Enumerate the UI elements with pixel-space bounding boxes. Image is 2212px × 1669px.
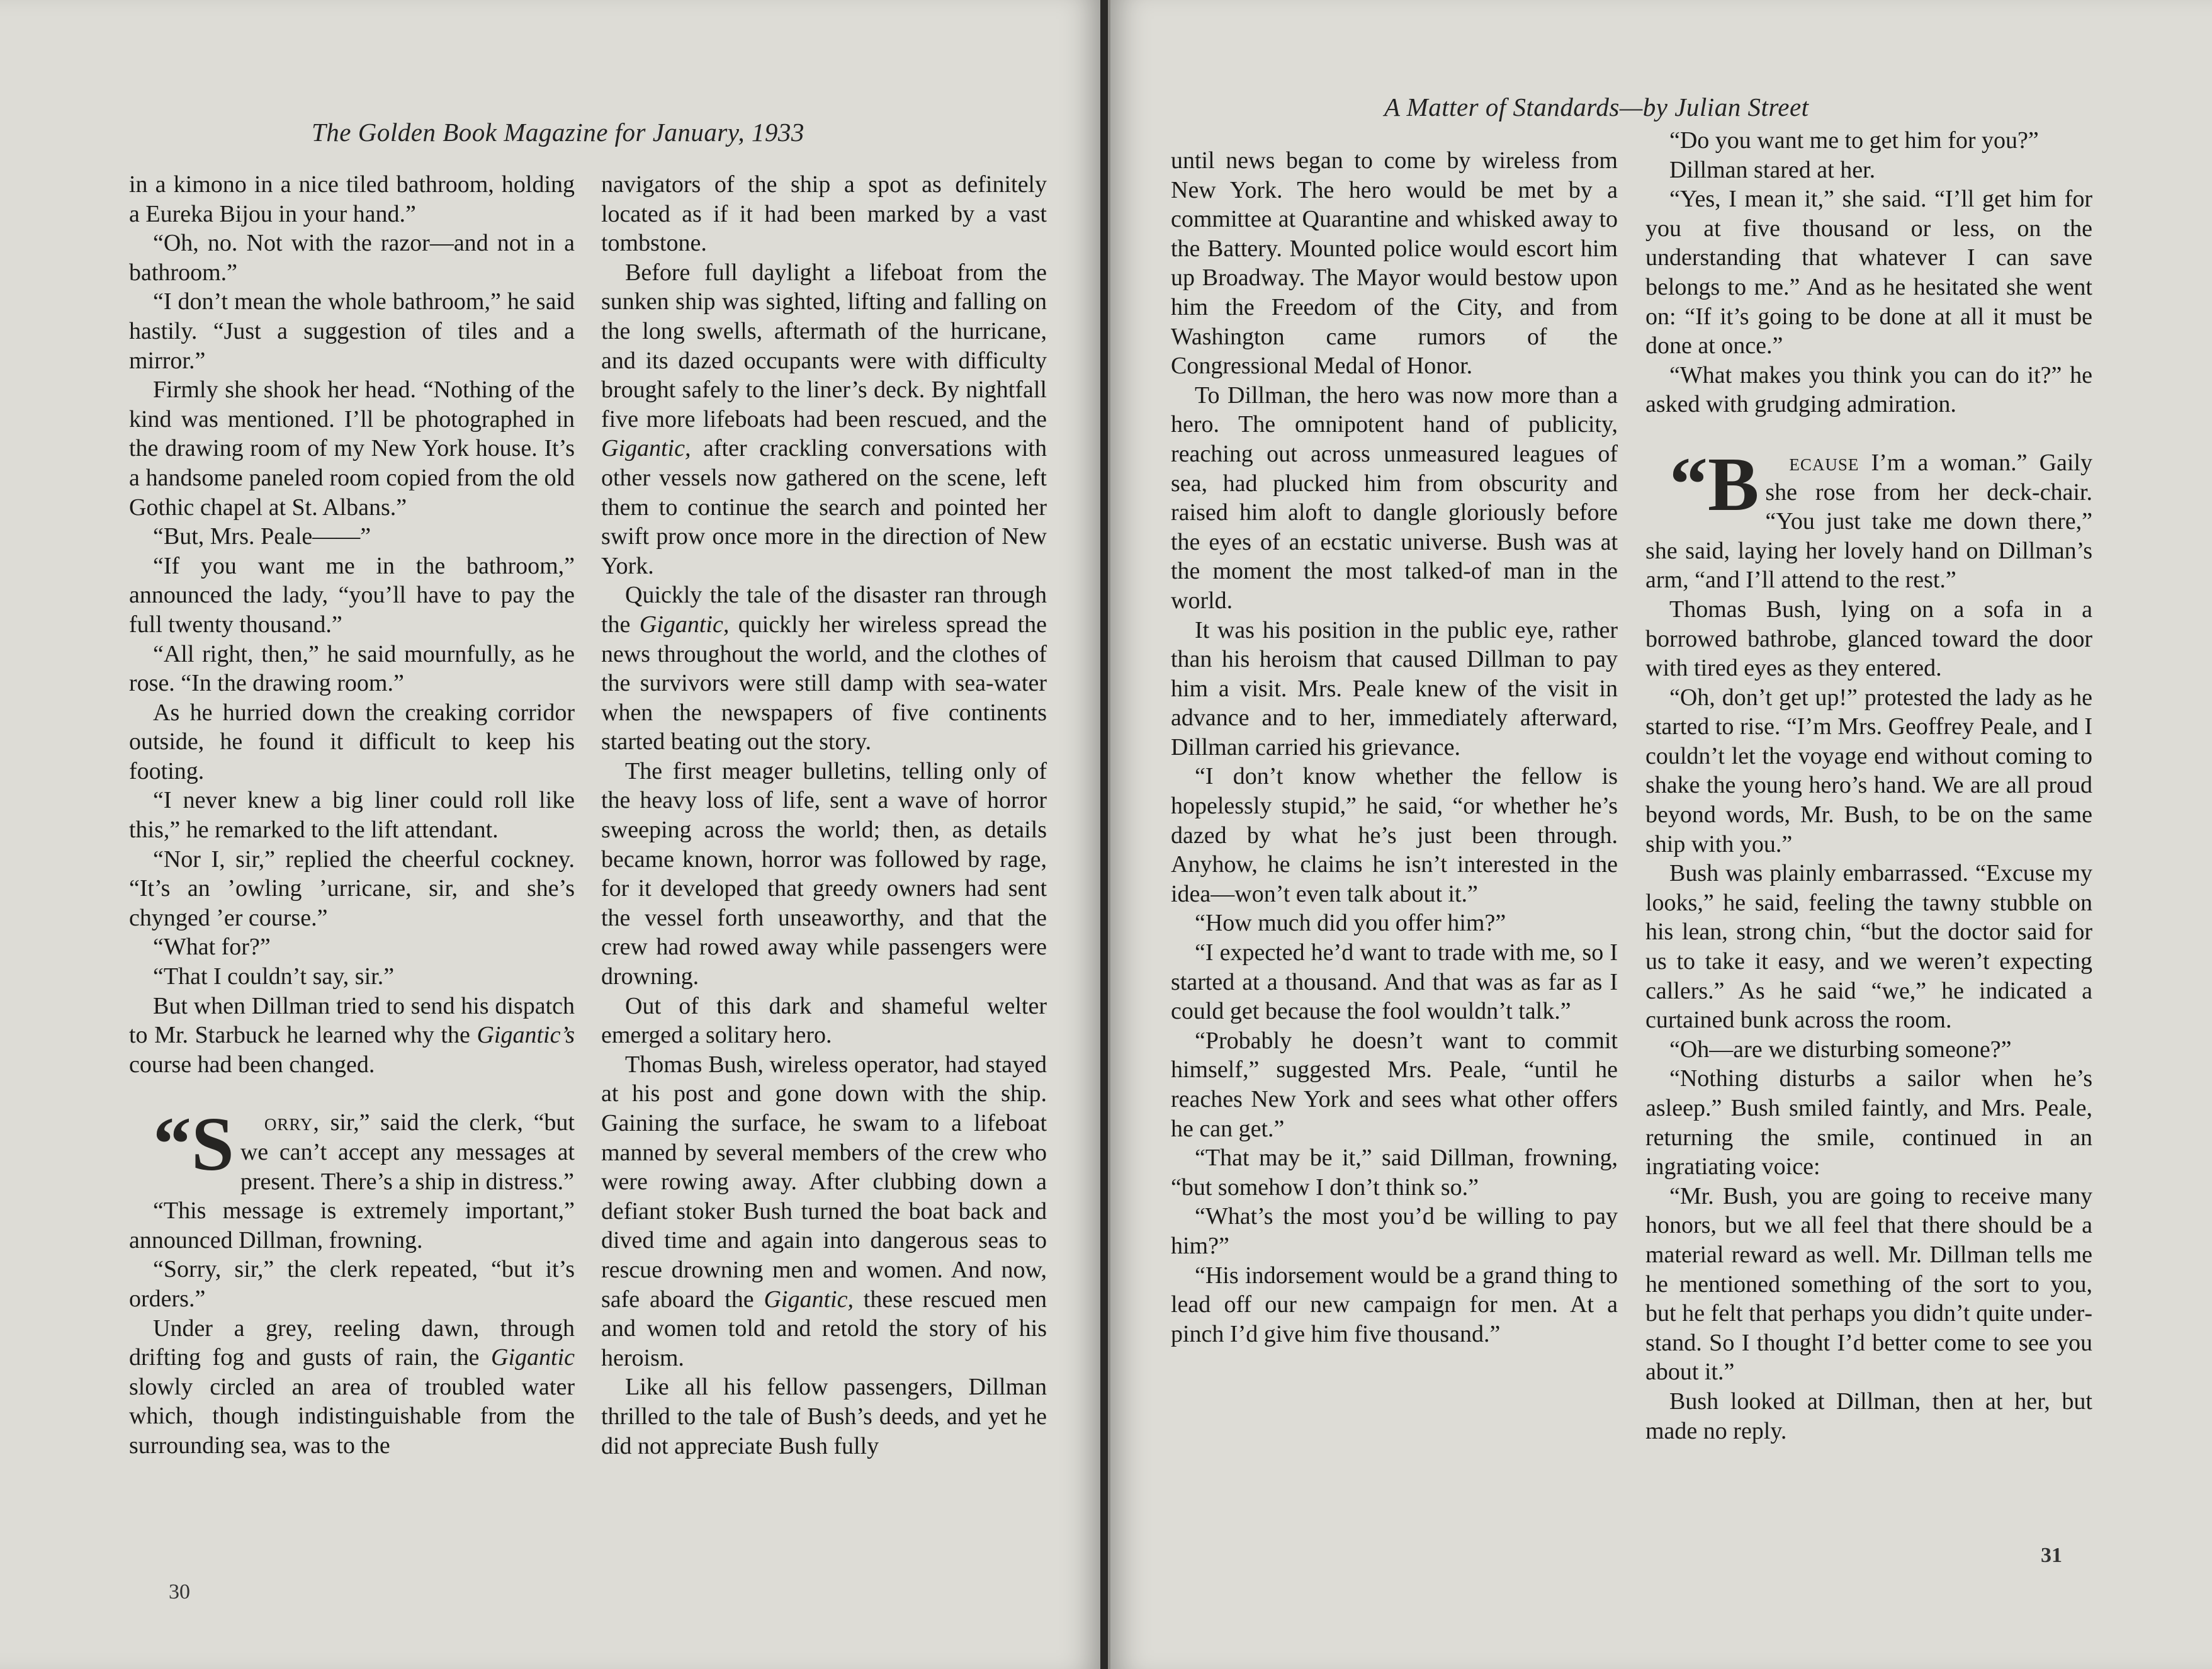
paragraph: “Sorry, sir,” the clerk repeated, “but it’s orders.” [129, 1256, 575, 1312]
paragraph: Bush looked at Dillman, then at her, but made no reply. [1645, 1388, 2092, 1444]
running-head-left: The Golden Book Magazine for January, 1933 [312, 118, 804, 147]
left-page [0, 0, 1104, 1669]
paragraph: navigators of the ship a spot as definitely located as if it had been marked by a vast tombstone. [601, 171, 1047, 257]
paragraph: To Dillman, the hero was now more than a hero. The omnipotent hand of publicity, reaching out across unmeasured leagues of sea, had plucked him from obscurity and raised him aloft to dangle gloriously before the eyes of an ecstatic universe. Bush was at the moment the most talked-of man in the world. [1171, 382, 1618, 614]
drop-cap-paragraph: “B ecause I’m a woman.” Gaily she rose from her deck-chair. “You just take me down there,” she said, laying her lovely hand on Dillman’s arm, “and I’ll attend to the rest.” [1645, 441, 2092, 594]
paragraph: Before full daylight a lifeboat from the sunken ship was sighted, lifting and falling on the long swells, aftermath of the hurricane, and its dazed occupants were with difficulty brought safely to the liner’s deck. By nightfall five more lifeboats had been rescued, and the Gigantic, after crackling conversations with other vessels now gathered on the scene, left them to continue the search and pointed her swift prow once more in the direction of New York. [601, 259, 1047, 579]
paragraph: “That I couldn’t say, sir.” [153, 963, 395, 990]
drop-cap: “S [153, 1102, 234, 1187]
paragraph: “Oh, no. Not with the razor—and not in a bathroom.” [129, 230, 575, 286]
paragraph: Under a grey, reeling dawn, through drifting fog and gusts of rain, the Gigantic slowly circled an area of troubled water which, though indistinguishable from the surrounding sea, was to the [129, 1315, 575, 1459]
paragraph: “Do you want me to get him for you?” [1669, 127, 2039, 154]
paragraph: Bush was plainly embarrassed. “Excuse my looks,” he said, feeling the tawny stubble on his lean, strong chin, “but the doctor said for us to take it easy, and we weren’t expecting callers.” As he said “we,” he indicated a curtained bunk across the room. [1645, 860, 2092, 1034]
paragraph: Like all his fellow passengers, Dillman thrilled to the tale of Bush’s deeds, and yet he did not appreciate Bush fully [601, 1374, 1047, 1459]
right-page [1108, 0, 2212, 1669]
right-column-2 [1645, 126, 2092, 1446]
paragraph: Thomas Bush, wireless operator, had stayed at his post and gone down with the ship. Gaining the surface, he swam to a lifeboat manned by several members of the crew who were rowing away. After clubbing down a defiant stoker Bush turned the boat back and dived time and again into dangerous seas to rescue drowning men and women. And now, safe aboard the Gigantic, these rescued men and women told and retold the story of his heroism. [601, 1051, 1047, 1371]
paragraph: “I don’t know whether the fellow is hopelessly stupid,” he said, “or whether he’s dazed by what he’s just been through. Anyhow, he claims he isn’t interested in the idea—won’t even talk about it.” [1171, 763, 1618, 907]
paragraph: “If you want me in the bathroom,” announced the lady, “you’ll have to pay the full twenty thousand.” [129, 552, 575, 638]
page-number-left: 30 [169, 1580, 190, 1604]
paragraph: “Probably he doesn’t want to commit himself,” suggested Mrs. Peale, “until he reaches New York and sees what other offers he can get.” [1171, 1027, 1618, 1142]
paragraph: until news began to come by wireless from New York. The hero would be met by a committee at Quarantine and whisked away to the Battery. Mounted police would escort him up Broadway. The Mayor would bestow upon him the Freedom of the City, and from Washington came rumors of the Congressional Medal of Honor. [1171, 147, 1618, 380]
paragraph: Out of this dark and shameful welter emerged a solitary hero. [601, 992, 1047, 1049]
paragraph: The first meager bulletins, telling only of the heavy loss of life, sent a wave of horror sweeping across the world; then, as details became known, horror was followed by rage, for it developed that greedy owners had sent the vessel forth unseaworthy, and that the crew had rowed away while passengers were drowning. [601, 757, 1047, 990]
paragraph: “What’s the most you’d be willing to pay him?” [1171, 1203, 1618, 1259]
paragraph: Quickly the tale of the disaster ran through the Gigantic, quickly her wireless spread the news throughout the world, and the clothes of the survivors were still damp with sea-water when the newspapers of five continents started beating out the story. [601, 582, 1047, 755]
left-column-1 [129, 170, 575, 1461]
paragraph: in a kimono in a nice tiled bathroom, holding a Eureka Bijou in your hand.” [129, 171, 575, 227]
left-column-2 [601, 170, 1047, 1461]
paragraph: “How much did you offer him?” [1195, 910, 1506, 937]
paragraph: “What makes you think you can do it?” he asked with grudging admiration. [1645, 361, 2092, 418]
paragraph: Firmly she shook her head. “Nothing of the kind was mentioned. I’ll be photographed in the drawing room of my New York house. It’s a handsome paneled room copied from the old Gothic chapel at St. Albans.” [129, 376, 575, 521]
paragraph: “I expected he’d want to trade with me, so I started at a thousand. And that was as far as I could get because the fool wouldn’t talk.” [1171, 939, 1618, 1025]
paragraph: “Nor I, sir,” replied the cheerful cockney. “It’s an ’owling ’urricane, sir, and she’s chynged ’er course.” [129, 846, 575, 931]
paragraph: It was his position in the public eye, rather than his heroism that caused Dillman to pay him a visit. Mrs. Peale knew of the visit in advance and to her, immediately afterward, Dillman carried his grievance. [1171, 616, 1618, 761]
page-number-right: 31 [2041, 1544, 2062, 1567]
paragraph: “His indorsement would be a grand thing to lead off our new campaign for men. At a pinch I’d give him five thousand.” [1171, 1262, 1618, 1347]
right-column-1 [1171, 146, 1618, 1349]
paragraph: Thomas Bush, lying on a sofa in a borrowed bathrobe, glanced toward the door with tired eyes as they entered. [1645, 596, 2092, 682]
paragraph: “Yes, I mean it,” she said. “I’ll get him for you at five thousand or less, on the understanding that whatever I can save belongs to me.” And as he hesitated she went on: “If it’s going to be done at all it must be done at once.” [1645, 186, 2092, 359]
paragraph: “This message is extremely important,” announced Dillman, frowning. [129, 1197, 575, 1253]
paragraph: But when Dillman tried to send his dispatch to Mr. Starbuck he learned why the Gigantic’s course had been changed. [129, 992, 575, 1078]
drop-cap-paragraph: “S orry, sir,” said the clerk, “but we can’t accept any messages at present. There’s a ship in distress.” [129, 1108, 575, 1196]
paragraph: Dillman stared at her. [1669, 156, 1876, 183]
paragraph: “What for?” [153, 934, 271, 961]
paragraph: As he hurried down the creaking corridor outside, he found it difficult to keep his footing. [129, 699, 575, 784]
paragraph: “I never knew a big liner could roll like this,” he remarked to the lift attendant. [129, 787, 575, 844]
running-head-right: A Matter of Standards—by Julian Street [1384, 93, 1809, 122]
paragraph: “I don’t mean the whole bathroom,” he said hastily. “Just a suggestion of tiles and a mirror.” [129, 288, 575, 374]
drop-cap: “B [1669, 441, 1759, 527]
paragraph: “All right, then,” he said mournfully, as he rose. “In the drawing room.” [129, 640, 575, 697]
paragraph: “Oh—are we disturbing someone?” [1669, 1036, 2012, 1063]
paragraph: “Mr. Bush, you are going to receive many honors, but we all feel that there should be a material reward as well. Mr. Dillman tells me he mentioned something of the sort to you, but he felt that perhaps you didn’t quite understand. So I thought I’d better come to see you about it.” [1645, 1182, 2092, 1386]
paragraph: “But, Mrs. Peale——” [153, 523, 371, 550]
paragraph: “Nothing disturbs a sailor when he’s asleep.” Bush smiled faintly, and Mrs. Peale, returning the smile, continued in an ingratiating voice: [1645, 1065, 2092, 1180]
paragraph: “Oh, don’t get up!” protested the lady as he started to rise. “I’m Mrs. Geoffrey Peale, and I couldn’t let the voyage end without coming to shake the young hero’s hand. We are all proud beyond words, Mr. Bush, to be on the same ship with you.” [1645, 684, 2092, 857]
paragraph: “That may be it,” said Dillman, frowning, “but somehow I don’t think so.” [1171, 1145, 1618, 1201]
